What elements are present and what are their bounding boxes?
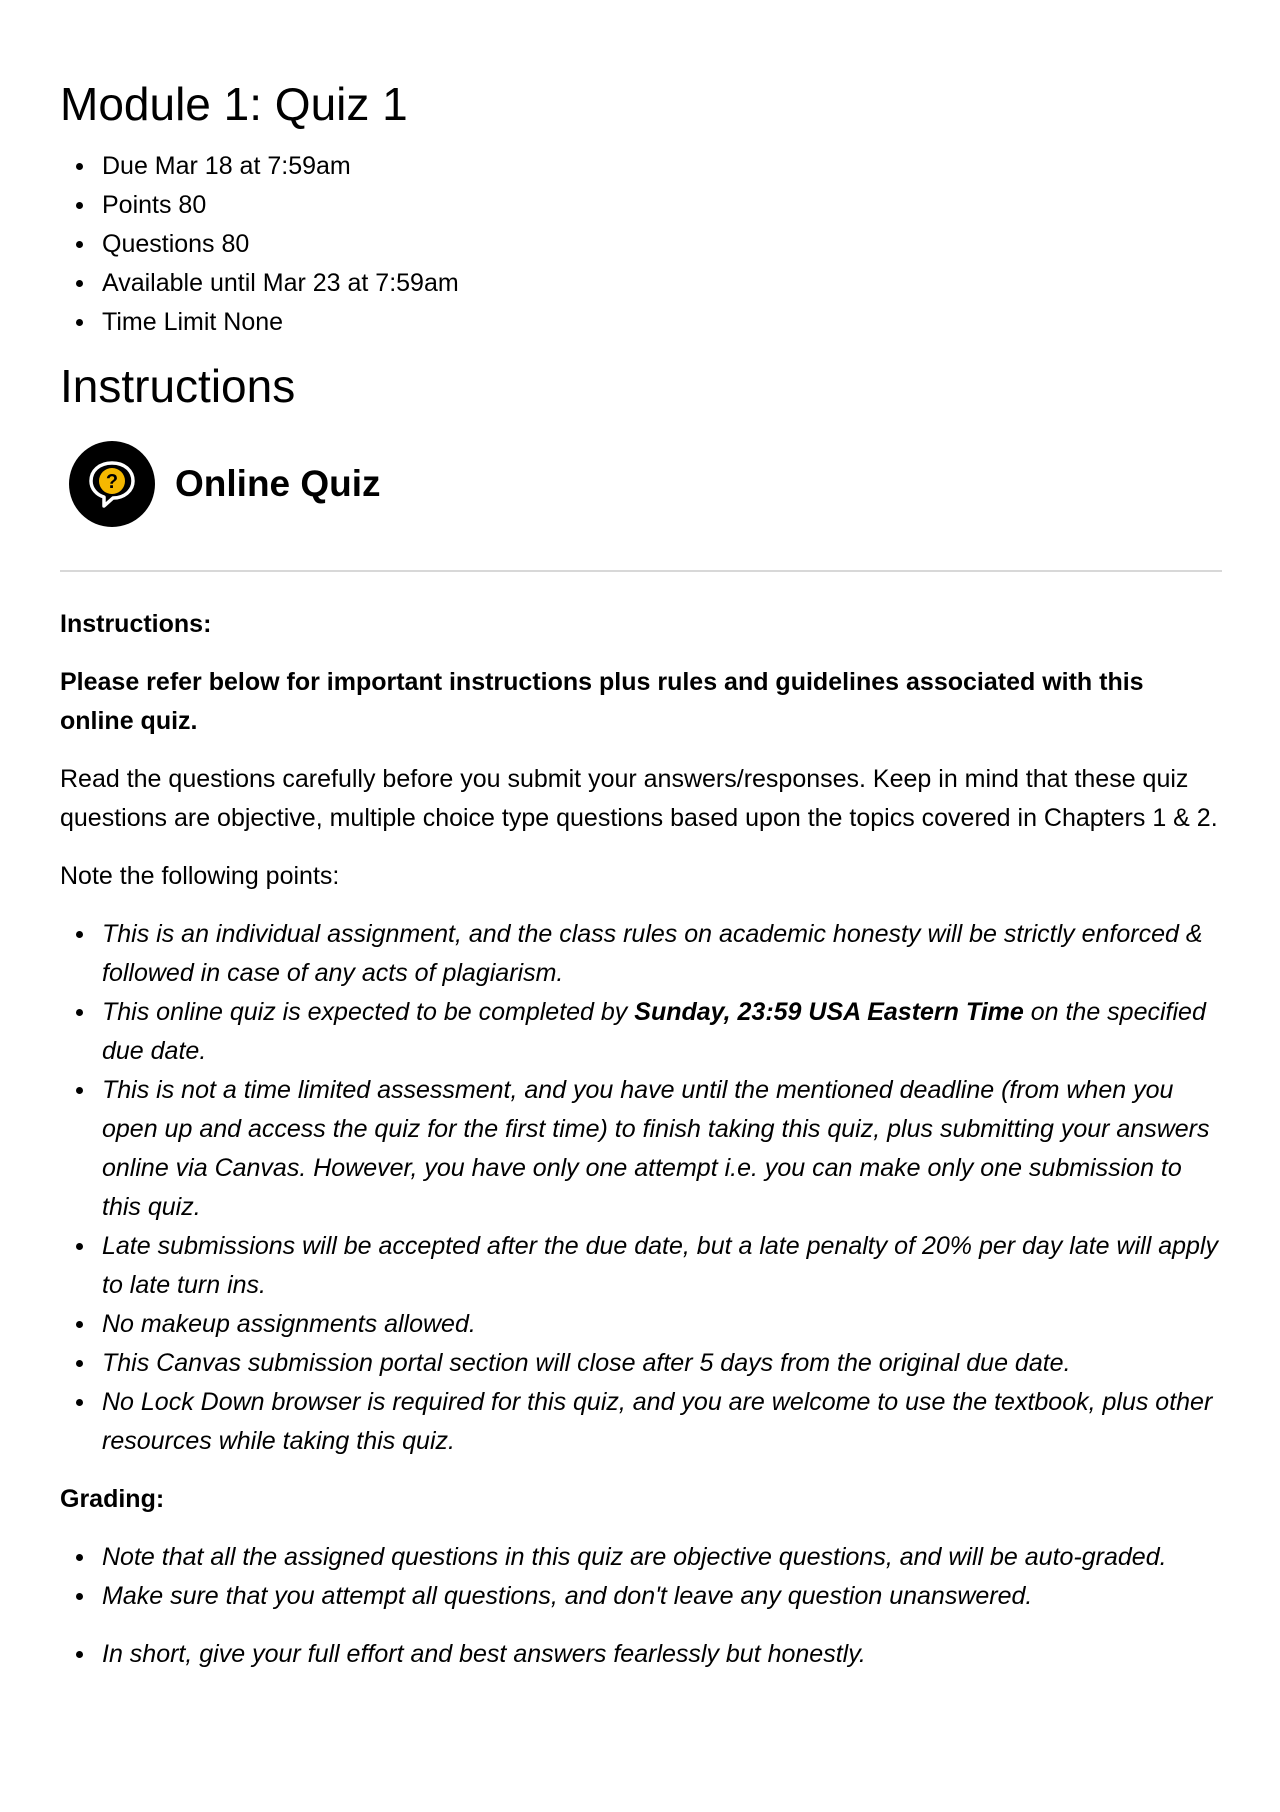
- banner-label: Online Quiz: [175, 463, 381, 504]
- quiz-details-list: [60, 147, 459, 342]
- list-item: Late submissions will be accepted after the due date, but a late penalty of 20% per day late will apply to late turn ins.: [60, 1227, 1222, 1305]
- grading-label: Grading:: [60, 1485, 165, 1513]
- list-item: In short, give your full effort and best answers fearlessly but honestly.: [60, 1635, 1222, 1674]
- list-item: This is an individual assignment, and the class rules on academic honesty will be strictly enforced & followed in case of any acts of plagiarism.: [60, 915, 1222, 993]
- description-paragraph: Read the questions carefully before you submit your answers/responses. Keep in mind that these quiz questions are objective, multiple choice type questions based upon the topics covered in Chapters 1 & 2.: [60, 765, 1218, 832]
- list-item: Note that all the assigned questions in this quiz are objective questions, and will be auto-graded.: [60, 1538, 1222, 1577]
- svg-text:?: ?: [105, 471, 119, 493]
- list-item: No makeup assignments allowed.: [60, 1305, 1222, 1344]
- questions-item: Questions 80: [60, 225, 459, 264]
- rules-list: [60, 915, 1222, 1461]
- intro-text: Please refer below for important instructions plus rules and guidelines associated with this online quiz.: [60, 668, 1144, 735]
- list-item: This online quiz is expected to be completed by Sunday, 23:59 USA Eastern Time on the specified due date.: [60, 993, 1222, 1071]
- page-title: Module 1: Quiz 1: [60, 78, 408, 130]
- list-item: Make sure that you attempt all questions, and don't leave any question unanswered.: [60, 1577, 1222, 1616]
- instructions-label: Instructions:: [60, 610, 212, 638]
- list-item: This is not a time limited assessment, and you have until the mentioned deadline (from when you open up and access the quiz for the first time) to finish taking this quiz, plus submitting your answers online via Canvas. However, you have only one attempt i.e. you can make only one submission to this quiz.: [60, 1071, 1222, 1227]
- points-item: Points 80: [60, 186, 459, 225]
- deadline-emphasis: Sunday, 23:59 USA Eastern Time: [634, 998, 1024, 1026]
- list-item: This Canvas submission portal section will close after 5 days from the original due date.: [60, 1344, 1222, 1383]
- grading-list: [60, 1538, 1222, 1616]
- instructions-body: [60, 605, 1222, 1693]
- time-limit-item: Time Limit None: [60, 303, 459, 342]
- note-label: Note the following points:: [60, 862, 340, 890]
- divider: [60, 570, 1222, 572]
- final-note-list: [60, 1635, 1222, 1674]
- due-date-item: Due Mar 18 at 7:59am: [60, 147, 459, 186]
- speech-bubble-question-icon: [69, 441, 155, 527]
- available-until-item: Available until Mar 23 at 7:59am: [60, 264, 459, 303]
- online-quiz-banner: [69, 440, 381, 528]
- instructions-heading: Instructions: [60, 360, 296, 412]
- list-item: No Lock Down browser is required for this quiz, and you are welcome to use the textbook, plus other resources while taking this quiz.: [60, 1383, 1222, 1461]
